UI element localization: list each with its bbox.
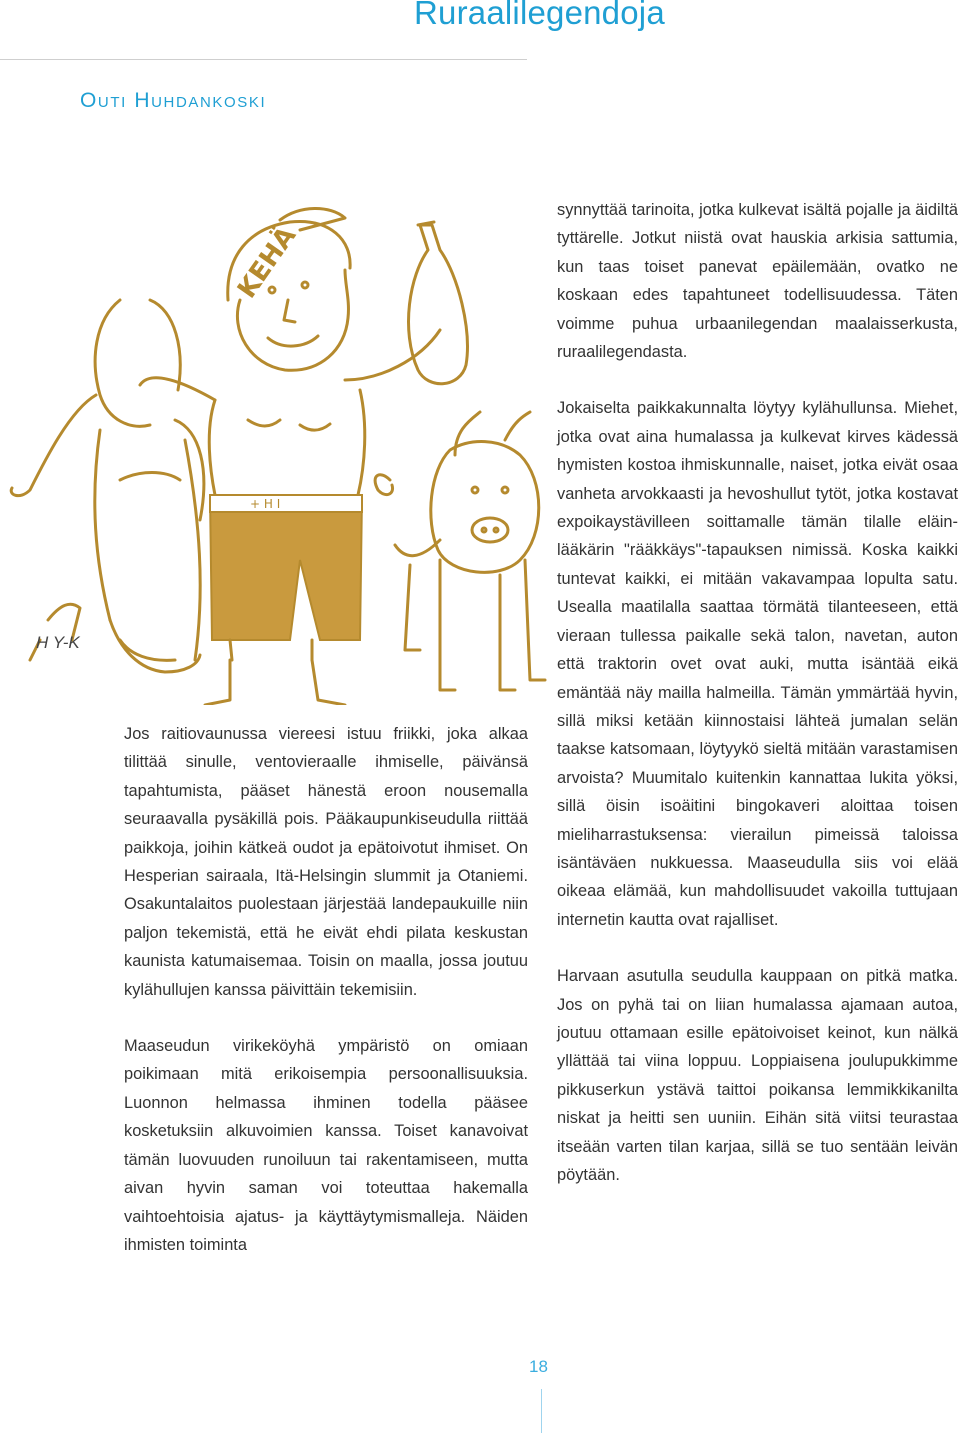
header-rule (0, 59, 527, 60)
paragraph: Jokaiselta paikkakunnalta löytyy kylähullunsa. Miehet, jotka ovat aina humalassa ja kulkevat kirves kädessä hymisten kostoa ihmiskunnalle, naiset, jotka eivät osaa vanheta arvokkaasti ja hevoshullut tytöt, jotka kostavat expoikaystävilleen soittamalle tämän tilalle eläinlääkärin "rääkkäys"-tapauksen nimissä. Koska kaikki tuntevat kaikki, ei mitään vakavampaa lopulta satu. Usealla maatilalla saattaa törmätä tilanteeseen, että vieraan tullessa paikalle sekä talon, navetan, auton että traktorin ovet ovat auki, mutta isäntää eikä emäntää näy mailla halmeilla. Tämän ymmärtää hyvin, sillä miksi ketään kiinnostaisi lähteä jumalan selän taakse katsomaan, löytyykö sieltä mitään varastamisen arvoista? Muumitalo kuitenkin kannattaa lukita yöksi, sillä öisin isoäitini bingokaveri aloittaa toisen mieliharrastuksensa: vierailun pimeissä taloissa isäntäväen nukkuessa. Maaseudulla siis voi elää oikeaa elämää, kun mahdollisuudet vakoilla tuttujaan internetin kautta ovat rajalliset. (557, 399, 958, 929)
cap-text: KEHÄ (231, 221, 303, 305)
pants (210, 495, 362, 640)
page-title: Ruraalilegendoja (414, 0, 665, 31)
illustration-credit: H Y-K (36, 633, 80, 652)
right-column (557, 196, 958, 1189)
sketch-illustration (0, 185, 560, 705)
pig-figure (375, 412, 545, 690)
paragraph: Harvaan asutulla seudulla kauppaan on pitkä matka. Jos on pyhä tai on liian humalassa ajamaan autoa, joutuu ottamaan esille epätoivoiset keinot, kun nälkä yllättää tai viina loppuu. Loppiaisena joulupukkimme pikkuserkun ystävä taittoi poikansa lemmikkikanilta niskat ja heitti sen uuniin. Eihän sitä viitsi teurastaa itseään varten tilan karjaa, sillä se tuo sentään leivän pöytään. (557, 967, 958, 1184)
belt-text: + H I (250, 497, 281, 511)
author-name: Outi Huhdankoski (80, 89, 267, 112)
page-number: 18 (529, 1357, 548, 1376)
left-column (124, 720, 528, 1259)
paragraph: synnyttää tarinoita, jotka kulkevat isältä pojalle ja äidiltä tyttärelle. Jotkut niistä ovat hauskia arkisia sattumia, kun taas toiset panevat epäilemään, ovatko ne koskaan edes tapahtuneet todellisuudessa. Täten voimme puhua urbaanilegendan maalaisserkusta, ruraalilegendasta. (557, 201, 958, 362)
footer-rule (541, 1389, 542, 1433)
paragraph: Maaseudun virikeköyhä ympäristö on omiaan poikimaan mitä erikoisempia persoonallisuuksia. Luonnon helmassa ihminen todella pääsee kosketuksiin alkuvoimien kanssa. Toiset kanavoivat tämän luovuuden runoiluun tai rakentamiseen, mutta aivan hyvin saman voi toteuttaa hakemalla vaihtoehtoisia ajatus- ja käyttäytymismalleja. Näiden ihmisten toiminta (124, 1037, 528, 1254)
woman-figure (11, 300, 204, 672)
paragraph: Jos raitiovaunussa viereesi istuu friikki, joka alkaa tilittää sinulle, ventovieraalle ihmiselle, päivänsä tapahtumista, pääset hänestä eroon nousemalla seuraavalla pysäkillä pois. Pääkaupunkiseudulla riittää paikkoja, joihin kätkeä oudot ja epätoivotut ihmiset. On Hesperian sairaala, Itä-Helsingin slummit ja Otaniemi. Osakuntalaitos puolestaan järjestää landepaukuille niin paljon tekemistä, että he eivät ehdi pilata keskustan kaunista katumaisemaa. Toisin on maalla, jossa joutuu kylähullujen kanssa päivittäin tekemisiin. (124, 725, 528, 999)
bottle (409, 222, 468, 384)
